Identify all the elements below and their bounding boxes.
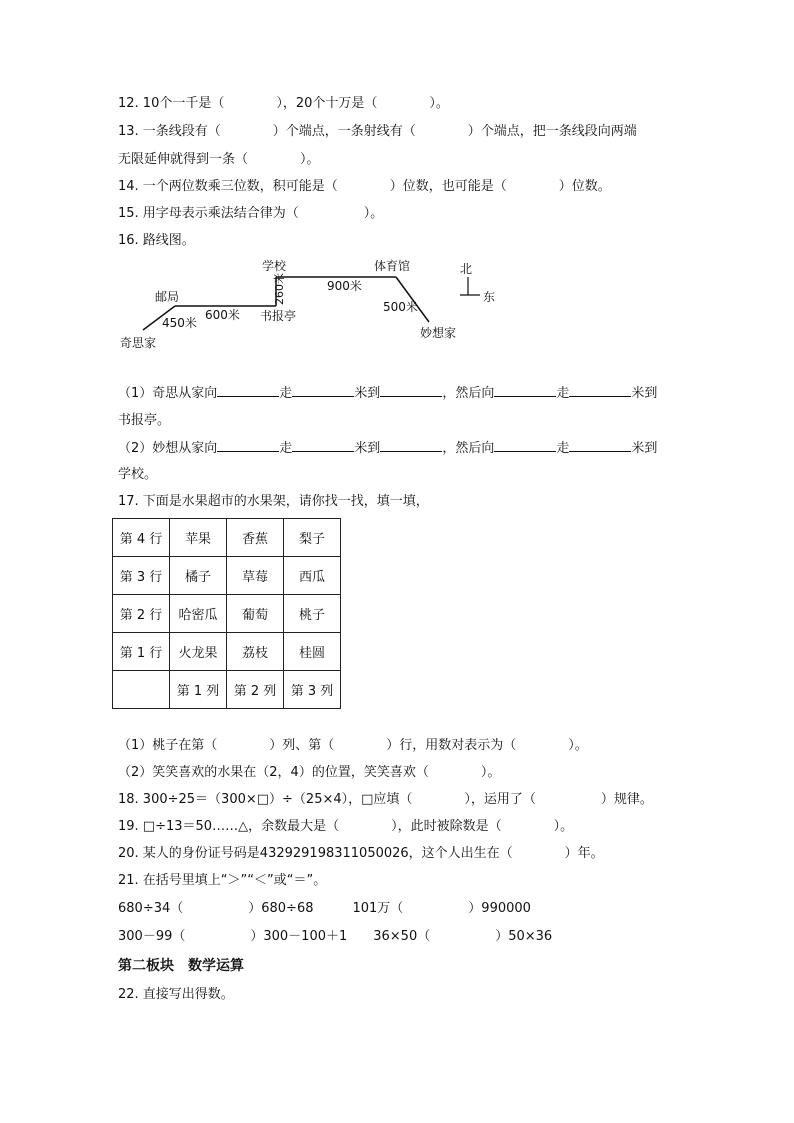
text-segment: 米到 xyxy=(631,441,658,456)
text-segment: 米到 xyxy=(631,386,658,401)
table-row xyxy=(113,671,341,709)
answer-blank[interactable] xyxy=(217,439,279,452)
label-home-miaoxiang: 妙想家 xyxy=(420,326,457,340)
question-17: 17. 下面是水果超市的水果架，请你找一找，填一填， xyxy=(118,494,429,509)
text-segment: 走 xyxy=(556,386,570,401)
text-segment: ，然后向 xyxy=(442,441,495,456)
question-18: 18. 300÷25＝（300×□）÷（25×4），□应填（ ），运用了（ ）规律。 xyxy=(118,792,653,807)
answer-blank[interactable] xyxy=(292,439,354,452)
text-segment: 走 xyxy=(279,441,293,456)
fruit-cell: 哈密瓜 xyxy=(170,595,227,633)
fruit-cell: 香蕉 xyxy=(227,519,284,557)
table-row xyxy=(113,633,341,671)
question-16-1-line-2: 书报亭。 xyxy=(118,413,171,428)
text-segment: 走 xyxy=(556,441,570,456)
row-header-cell: 第 1 行 xyxy=(113,633,170,671)
question-13-line-1: 13. 一条线段有（ ）个端点，一条射线有（ ）个端点，把一条线段向两端 xyxy=(118,124,637,139)
label-home-qisi: 奇思家 xyxy=(120,336,157,350)
label-post-office: 邮局 xyxy=(155,290,180,304)
text-segment: 米到 xyxy=(354,441,381,456)
fruit-cell: 草莓 xyxy=(227,557,284,595)
question-13-line-2: 无限延伸就得到一条（ ）。 xyxy=(118,152,320,167)
answer-blank[interactable] xyxy=(217,384,279,397)
text-segment: 米到 xyxy=(354,386,381,401)
column-header-cell: 第 2 列 xyxy=(227,671,284,709)
fruit-cell: 梨子 xyxy=(284,519,341,557)
question-16-2-line-1 xyxy=(118,439,657,458)
fruit-cell: 苹果 xyxy=(170,519,227,557)
row-header-cell: 第 4 行 xyxy=(113,519,170,557)
question-17-2: （2）笑笑喜欢的水果在（2，4）的位置，笑笑喜欢（ ）。 xyxy=(118,765,501,780)
answer-blank[interactable] xyxy=(380,384,442,397)
text-segment: ，然后向 xyxy=(442,386,495,401)
section-heading: 第二板块 数学运算 xyxy=(118,958,244,974)
label-distance-450: 450米 xyxy=(162,316,197,330)
fruit-cell: 西瓜 xyxy=(284,557,341,595)
row-header-cell: 第 3 行 xyxy=(113,557,170,595)
answer-blank[interactable] xyxy=(569,439,631,452)
answer-blank[interactable] xyxy=(569,384,631,397)
fruit-cell: 火龙果 xyxy=(170,633,227,671)
question-21: 21. 在括号里填上“＞”“＜”或“＝”。 xyxy=(118,873,327,888)
question-17-1: （1）桃子在第（ ）列、第（ ）行，用数对表示为（ ）。 xyxy=(118,738,588,753)
fruit-cell: 荔枝 xyxy=(227,633,284,671)
text-segment: （1）奇思从家向 xyxy=(118,386,218,401)
text-segment: （2）妙想从家向 xyxy=(118,441,218,456)
answer-blank[interactable] xyxy=(292,384,354,397)
question-19: 19. □÷13＝50……△，余数最大是（ ），此时被除数是（ ）。 xyxy=(118,819,574,834)
question-22: 22. 直接写出得数。 xyxy=(118,987,234,1002)
answer-blank[interactable] xyxy=(494,384,556,397)
table-row xyxy=(113,519,341,557)
question-14: 14. 一个两位数乘三位数，积可能是（ ）位数，也可能是（ ）位数。 xyxy=(118,179,611,194)
label-distance-260: 260米 xyxy=(273,273,286,305)
question-16-1-line-1 xyxy=(118,384,657,403)
label-newsstand: 书报亭 xyxy=(260,309,297,323)
question-12: 12. 10个一千是（ ），20个十万是（ ）。 xyxy=(118,96,449,111)
label-distance-500: 500米 xyxy=(383,300,418,314)
question-15: 15. 用字母表示乘法结合律为（ ）。 xyxy=(118,206,384,221)
fruit-cell: 葡萄 xyxy=(227,595,284,633)
question-16-2-line-2: 学校。 xyxy=(118,467,158,482)
label-gym: 体育馆 xyxy=(374,259,411,273)
question-16: 16. 路线图。 xyxy=(118,233,195,248)
route-map xyxy=(110,255,510,355)
answer-blank[interactable] xyxy=(494,439,556,452)
fruit-cell: 桃子 xyxy=(284,595,341,633)
label-distance-600: 600米 xyxy=(205,308,240,322)
compass-north-label: 北 xyxy=(460,262,473,276)
question-21-row-2: 300－99（ ）300－100＋1 36×50（ ）50×36 xyxy=(118,929,553,944)
question-20: 20. 某人的身份证号码是432929198311050026，这个人出生在（ ）年。 xyxy=(118,846,604,861)
label-school: 学校 xyxy=(262,259,287,273)
answer-blank[interactable] xyxy=(380,439,442,452)
question-21-row-1: 680÷34（ ）680÷68 101万（ ）990000 xyxy=(118,901,531,916)
table-row xyxy=(113,557,341,595)
label-distance-900: 900米 xyxy=(327,279,362,293)
compass-east-label: 东 xyxy=(483,290,496,304)
table-row xyxy=(113,595,341,633)
row-header-cell: 第 2 行 xyxy=(113,595,170,633)
column-header-cell: 第 1 列 xyxy=(170,671,227,709)
text-segment: 走 xyxy=(279,386,293,401)
fruit-cell: 桂圆 xyxy=(284,633,341,671)
fruit-shelf-table xyxy=(112,518,341,709)
fruit-cell: 橘子 xyxy=(170,557,227,595)
column-header-cell: 第 3 列 xyxy=(284,671,341,709)
row-header-cell xyxy=(113,671,170,709)
